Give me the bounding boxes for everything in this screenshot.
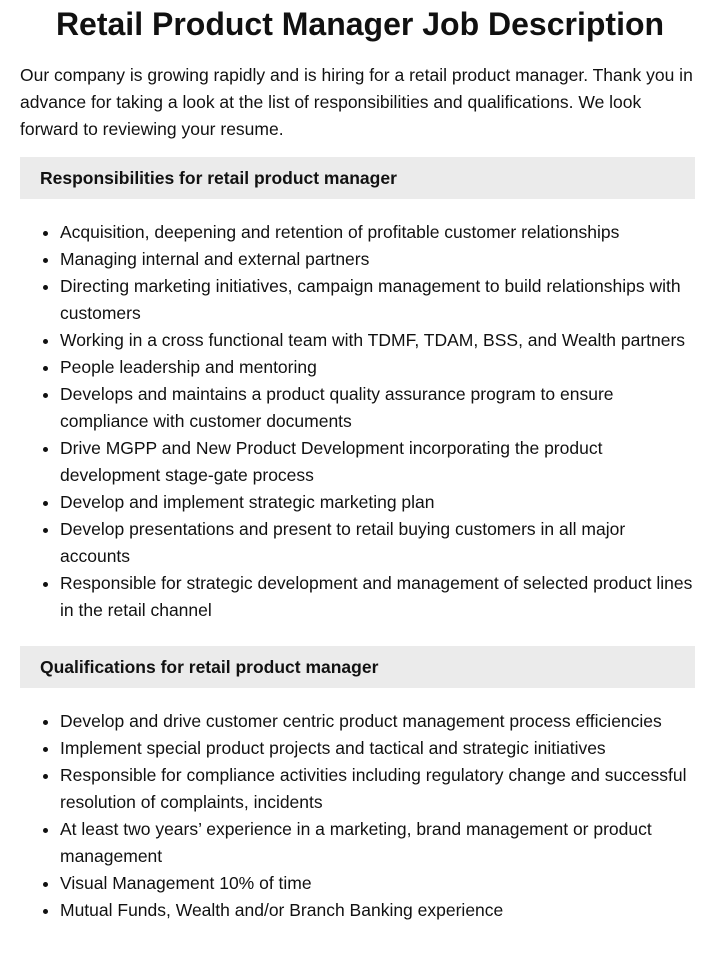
list-item: • Visual Management 10% of time (60, 870, 695, 897)
qualifications-list (20, 708, 695, 924)
intro-text: Our company is growing rapidly and is hiring for a retail product manager. Thank you in advance for taking a look at the list of responsibilities and qualifications. We look forward to reviewing your resume. (20, 65, 693, 139)
list-item: • Directing marketing initiatives, campaign management to build relationships with customers (60, 273, 695, 327)
list-item: • Develop and implement strategic marketing plan (60, 489, 695, 516)
list-item: • Responsible for strategic development and management of selected product lines in the retail channel (60, 570, 695, 624)
page-title: Retail Product Manager Job Description (55, 6, 665, 42)
list-item: • Mutual Funds, Wealth and/or Branch Banking experience (60, 897, 695, 924)
responsibilities-heading: Responsibilities for retail product manager (20, 157, 695, 199)
list-item: • People leadership and mentoring (60, 354, 695, 381)
responsibilities-list (20, 219, 695, 624)
list-item: • Managing internal and external partners (60, 246, 695, 273)
list-item: • Implement special product projects and tactical and strategic initiatives (60, 735, 695, 762)
list-item: • Develops and maintains a product quality assurance program to ensure compliance with customer documents (60, 381, 695, 435)
list-item: • At least two years’ experience in a marketing, brand management or product management (60, 816, 695, 870)
list-item: • Develop presentations and present to retail buying customers in all major accounts (60, 516, 695, 570)
list-item: • Drive MGPP and New Product Development incorporating the product development stage-gate process (60, 435, 695, 489)
list-item: • Responsible for compliance activities including regulatory change and successful resolution of complaints, incidents (60, 762, 695, 816)
qualifications-heading: Qualifications for retail product manager (20, 646, 695, 688)
list-item: • Acquisition, deepening and retention of profitable customer relationships (60, 219, 695, 246)
list-item: • Develop and drive customer centric product management process efficiencies (60, 708, 695, 735)
list-item: • Working in a cross functional team with TDMF, TDAM, BSS, and Wealth partners (60, 327, 695, 354)
